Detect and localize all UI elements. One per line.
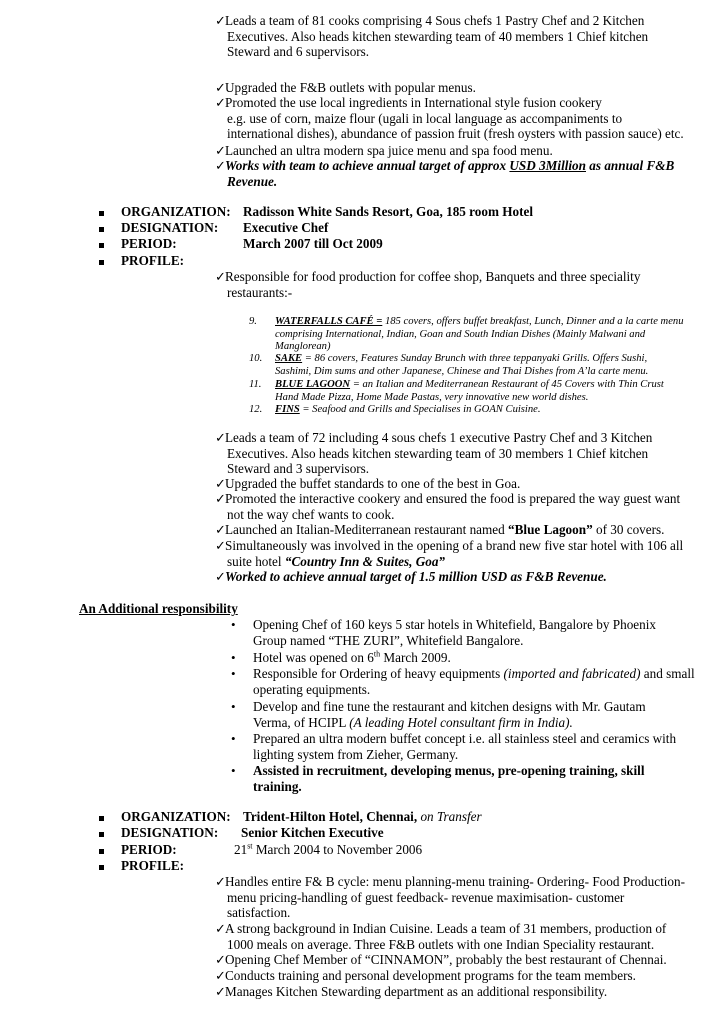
period-day: 21 [234,842,248,857]
restaurant-desc: Manglorean) [275,341,331,353]
checklist-item [215,13,695,60]
period-value: March 2007 till Oct 2009 [243,236,383,251]
item-text: Upgraded the buffet standards to one of the best in Goa. [225,476,521,491]
organization-label: ORGANIZATION: [121,809,231,824]
check-icon: ✓ [215,143,227,158]
item-text: training. [253,778,302,794]
restaurant-item [249,404,689,417]
check-icon: ✓ [215,921,227,936]
square-bullet-icon [99,816,104,821]
restaurant-desc: Hand Made Pizza, Home Made Pastas, very innovative new world dishes. [275,391,589,403]
bullet-icon: • [231,617,236,632]
item-text: Executives. Also heads kitchen stewarding team of 40 members 1 Chief kitchen [227,28,649,44]
square-bullet-icon [99,849,104,854]
check-icon: ✓ [215,968,227,983]
item-text: of 30 covers. [592,522,665,537]
bullet-icon: • [231,699,236,714]
check-icon: ✓ [215,269,227,284]
check-icon: ✓ [215,538,227,553]
hotel-name: “Country Inn & Suites, Goa” [284,553,446,569]
item-text: Responsible for food production for coffee shop, Banquets and three speciality [225,269,641,284]
item-text: Verma, of HCIPL [253,714,350,730]
check-icon: ✓ [215,874,227,889]
item-text: March 2009. [380,650,451,665]
restaurant-name: BLUE LAGOON [275,379,351,390]
item-text: satisfaction. [227,905,291,921]
checklist-item [215,538,695,569]
checklist-item [215,430,695,477]
item-text: Manages Kitchen Stewarding department as an additional responsibility. [225,984,608,999]
checklist-item [215,95,695,142]
check-icon: ✓ [215,430,227,445]
restaurant-desc: Sashimi, Dim sums and other Japanese, Chinese and Thai Dishes from A’la carte menu. [275,365,649,377]
square-bullet-icon [99,865,104,870]
period-value [234,842,422,858]
item-text: Simultaneously was involved in the opening of a brand new five star hotel with 106 all [225,538,684,553]
check-icon: ✓ [215,491,227,506]
restaurant-name: SAKE [275,353,303,364]
restaurant-desc: 185 covers, offers buffet breakfast, Lunch, Dinner and a la carte menu [382,316,684,327]
period-text: March 2004 to November 2006 [252,842,423,857]
bullet-icon: • [231,763,236,778]
restaurant-desc: = Seafood and Grills and Specialises in GOAN Cuisine. [299,404,541,415]
restaurant-name: FINS [275,404,300,415]
item-text: Conducts training and personal development programs for the team members. [225,968,636,983]
checklist-item [215,269,695,300]
period-label: PERIOD: [121,842,177,857]
item-note: (A leading Hotel consultant firm in India). [349,714,573,730]
restaurant-desc: = an Italian and Mediterranean Restaurant of 45 Covers with Thin Crust [350,379,664,390]
square-bullet-icon [99,260,104,265]
designation-value: Senior Kitchen Executive [241,825,384,840]
designation-label: DESIGNATION: [121,825,219,840]
item-text: e.g. use of corn, maize flour (ugali in local language as accompaniments to [227,110,623,126]
bullet-item [253,617,703,648]
item-number: 11. [249,379,262,390]
item-text: international dishes), abundance of passion fruit (fresh oysters with passion sauce) etc. [227,126,684,142]
item-text: Promoted the use local ingredients in International style fusion cookery [225,95,602,110]
checklist-item [215,921,695,952]
ordinal-suffix: st [247,841,253,851]
bullet-icon: • [231,731,236,746]
checklist-item [215,476,695,492]
check-icon: ✓ [215,80,227,95]
item-text: not the way chef wants to cook. [227,506,395,522]
item-text: Revenue. [227,173,278,189]
item-number: 10. [249,353,263,364]
restaurant-item [249,379,689,404]
item-text: Launched an Italian-Mediterranean restaurant named [225,522,509,537]
designation-value: Executive Chef [243,220,329,235]
square-bullet-icon [99,211,104,216]
item-text: operating equipments. [253,681,371,697]
organization-label: ORGANIZATION: [121,204,231,219]
item-text: Prepared an ultra modern buffet concept i.e. all stainless steel and ceramics with [253,731,677,746]
ordinal-suffix: th [373,649,381,659]
restaurant-desc: comprising International, Indian, Goan and South Indian Dishes (Mainly Malwani and [275,328,646,340]
transfer-note: on Transfer [417,809,482,824]
bullet-item [253,650,703,666]
profile-label: PROFILE: [121,858,185,873]
item-text: Executives. Also heads kitchen stewarding team of 30 members 1 Chief kitchen [227,445,649,461]
item-text: Group named “THE ZURI”, Whitefield Bangalore. [253,632,524,648]
checklist-item [215,143,695,159]
item-text: suite hotel [227,553,285,569]
bullet-item [253,666,703,697]
restaurant-item [249,316,689,354]
item-text: Steward and 6 supervisors. [227,44,370,60]
item-text: Worked to achieve annual target of 1.5 million USD as F&B Revenue. [225,569,607,584]
check-icon: ✓ [215,522,227,537]
checklist-item [215,522,695,538]
item-text: Launched an ultra modern spa juice menu and spa food menu. [225,143,553,158]
item-text: restaurants:- [227,284,293,300]
restaurant-name: WATERFALLS CAFÉ = [275,316,383,327]
check-icon: ✓ [215,95,227,110]
restaurant-item [249,353,689,378]
check-icon: ✓ [215,569,227,584]
item-text: Hotel was opened on 6 [253,650,374,665]
item-text: Leads a team of 81 cooks comprising 4 Sous chefs 1 Pastry Chef and 2 Kitchen [225,13,645,28]
item-text: Promoted the interactive cookery and ensured the food is prepared the way guest want [225,491,681,506]
check-icon: ✓ [215,952,227,967]
item-text: 1000 meals on average. Three F&B outlets with one Indian Speciality restaurant. [227,936,655,952]
checklist-item [215,491,695,522]
checklist-item [215,569,695,585]
item-text: Leads a team of 72 including 4 sous chefs 1 executive Pastry Chef and 3 Kitchen [225,430,653,445]
checklist-item [215,952,695,968]
item-text: Develop and fine tune the restaurant and kitchen designs with Mr. Gautam [253,699,646,714]
checklist-item [215,968,695,984]
item-text: Handles entire F& B cycle: menu planning-menu training- Ordering- Food Production- [225,874,685,889]
item-text: as annual F&B [586,158,675,173]
period-label: PERIOD: [121,236,177,251]
item-text: Opening Chef of 160 keys 5 star hotels in Whitefield, Bangalore by Phoenix [253,617,656,632]
item-number: 12. [249,404,263,415]
checklist-item [215,984,695,1000]
bullet-icon: • [231,650,236,665]
bullet-item [253,731,703,762]
section-heading: An Additional responsibility [79,601,238,616]
item-text: and small [640,666,695,681]
check-icon: ✓ [215,13,227,28]
check-icon: ✓ [215,158,227,173]
square-bullet-icon [99,227,104,232]
organization-name: Trident-Hilton Hotel, Chennai, [243,809,418,824]
check-icon: ✓ [215,476,227,491]
revenue-amount: USD 3Million [509,158,586,173]
item-text: A strong background in Indian Cuisine. Leads a team of 31 members, production of [225,921,667,936]
restaurant-name: “Blue Lagoon” [508,522,593,537]
item-text: lighting system from Zieher, Germany. [253,746,459,762]
checklist-item [215,80,695,96]
checklist-item [215,158,695,189]
organization-value: Radisson White Sands Resort, Goa, 185 room Hotel [243,204,534,219]
item-text: Works with team to achieve annual target of approx [225,158,510,173]
item-note: (imported and fabricated) [503,666,641,681]
item-text: Assisted in recruitment, developing menus, pre-opening training, skill [253,763,645,778]
bullet-item [253,763,703,794]
check-icon: ✓ [215,984,227,999]
item-number: 9. [249,316,257,327]
designation-label: DESIGNATION: [121,220,219,235]
square-bullet-icon [99,832,104,837]
item-text: menu pricing-handling of guest feedback- revenue maximisation- customer [227,889,625,905]
item-text: Opening Chef Member of “CINNAMON”, probably the best restaurant of Chennai. [225,952,667,967]
item-text: Responsible for Ordering of heavy equipments [253,666,504,681]
bullet-item [253,699,703,730]
square-bullet-icon [99,243,104,248]
restaurant-desc: = 86 covers, Features Sunday Brunch with three teppanyaki Grills. Offers Sushi, [302,353,648,364]
profile-label: PROFILE: [121,253,185,268]
bullet-icon: • [231,666,236,681]
checklist-item [215,874,695,921]
item-text: Upgraded the F&B outlets with popular menus. [225,80,476,95]
organization-value [243,809,482,825]
item-text: Steward and 3 supervisors. [227,461,370,477]
